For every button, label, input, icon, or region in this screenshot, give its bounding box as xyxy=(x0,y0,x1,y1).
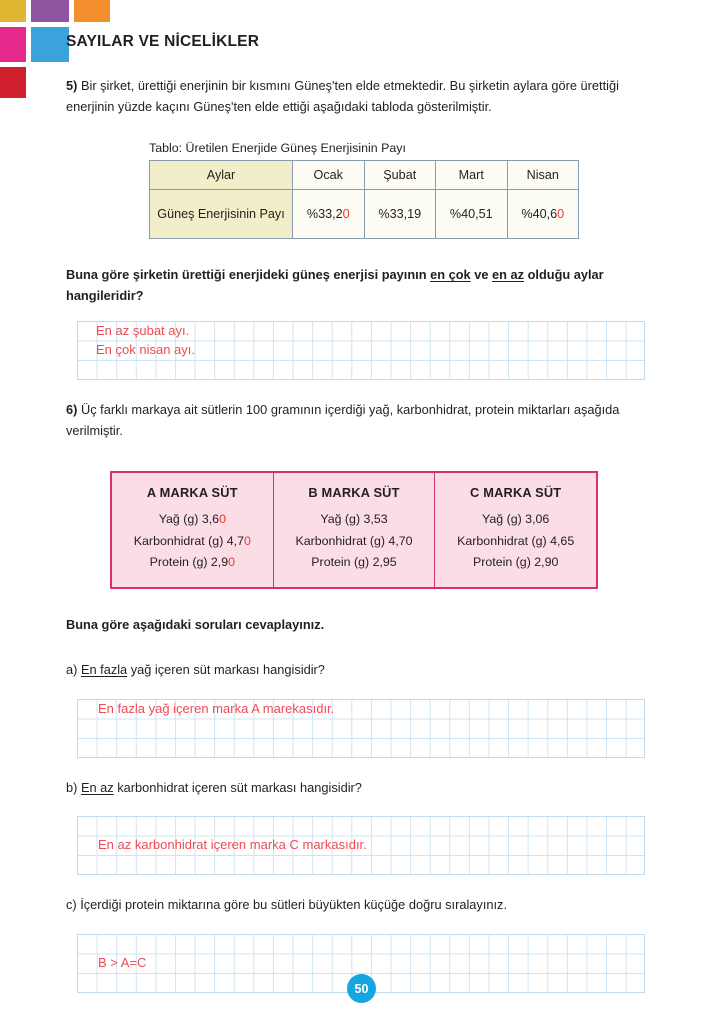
milk-brand-title: C MARKA SÜT xyxy=(470,485,562,501)
prompt-pre: Buna göre şirketin ürettiği enerjideki güneş enerjisi payının xyxy=(66,267,431,283)
table-header-aylar: Aylar xyxy=(150,161,293,190)
milk-fat-line xyxy=(116,509,269,530)
energy-table-wrap xyxy=(149,141,579,239)
color-block-red xyxy=(0,67,26,98)
question-6-number: 6) xyxy=(66,401,78,417)
answer-text-6c: B > A=C xyxy=(98,955,147,971)
table-cell-value-3 xyxy=(507,190,579,239)
question-5-text xyxy=(66,76,662,117)
sub-b-rest: karbonhidrat içeren süt markası hangisidir? xyxy=(113,779,362,795)
value-highlight: 0 xyxy=(342,207,350,222)
color-block-purple xyxy=(31,0,69,22)
milk-protein-label: Protein (g) 2,90 xyxy=(472,554,559,569)
milk-protein-label: Protein (g) 2,9 xyxy=(149,554,229,569)
value-base: %33,2 xyxy=(306,207,343,222)
answer-text-line-2: En çok nisan ayı. xyxy=(96,341,195,357)
milk-fat-line xyxy=(439,509,592,530)
question-6-body: Üç farklı markaya ait sütlerin 100 gramının içerdiği yağ, karbonhidrat, protein miktarları aşağıda verilmiştir. xyxy=(66,401,620,438)
question-5-number: 5) xyxy=(66,78,78,93)
milk-carb-label: Karbonhidrat (g) 4,7 xyxy=(133,533,244,548)
milk-carb-line xyxy=(278,531,431,552)
milk-fat-line xyxy=(278,509,431,530)
prompt-mid: ve xyxy=(470,267,492,283)
question-5-prompt xyxy=(66,265,662,306)
page-title: SAYILAR VE NİCELİKLER xyxy=(66,33,260,50)
table-cell-value-0 xyxy=(293,190,365,239)
milk-fat-label: Yağ (g) 3,06 xyxy=(482,512,550,527)
sub-b-label: b) xyxy=(66,779,81,795)
milk-brand-column-a xyxy=(112,473,273,587)
milk-carb-label: Karbonhidrat (g) 4,65 xyxy=(457,533,575,548)
sub-a-label: a) xyxy=(66,662,81,678)
question-6c-text xyxy=(66,895,662,916)
table-cell-value-2 xyxy=(436,190,508,239)
value-highlight: 0 xyxy=(557,207,565,222)
prompt-underline-en-az: en az xyxy=(492,267,525,283)
answer-grid-question-5[interactable] xyxy=(77,321,645,380)
answer-grid-question-6a[interactable] xyxy=(77,699,645,758)
milk-protein-label: Protein (g) 2,95 xyxy=(311,554,397,569)
table-cell-value-1 xyxy=(364,190,436,239)
milk-carb-line xyxy=(116,531,269,552)
milk-protein-line xyxy=(278,552,431,573)
energy-table xyxy=(149,160,579,239)
sub-b-underline: En az xyxy=(80,779,114,795)
page-number-badge: 50 xyxy=(347,974,376,1003)
table-header-month-3: Nisan xyxy=(507,161,579,190)
question-6b-text xyxy=(66,778,662,799)
table-header-month-1: Şubat xyxy=(364,161,436,190)
milk-carb-label: Karbonhidrat (g) 4,70 xyxy=(295,533,413,548)
milk-carb-line xyxy=(439,531,592,552)
table-header-month-2: Mart xyxy=(436,161,508,190)
question-5-body: Bir şirket, ürettiği enerjinin bir kısmını Güneş'ten elde etmektedir. Bu şirketin aylara göre ürettiği enerjinin yüzde kaçını Güneş'ten elde ettiği aşağıdaki tabloda gösterilmiştir. xyxy=(66,78,619,114)
milk-fat-highlight: 0 xyxy=(219,512,226,527)
milk-carb-highlight: 0 xyxy=(243,533,251,548)
sub-a-underline: En fazla xyxy=(80,662,128,678)
table-header-month-0: Ocak xyxy=(293,161,365,190)
color-block-yellow xyxy=(0,0,26,22)
milk-brand-column-b xyxy=(273,473,435,587)
color-block-magenta xyxy=(0,27,26,62)
color-block-orange xyxy=(74,0,110,22)
answer-text-6b: En az karbonhidrat içeren marka C markasıdır. xyxy=(98,837,367,853)
milk-brand-title: B MARKA SÜT xyxy=(308,485,400,501)
milk-protein-line xyxy=(116,552,269,573)
table-row xyxy=(150,190,579,239)
milk-fat-label: Yağ (g) 3,53 xyxy=(320,512,388,527)
prompt-post: olduğu aylar hangileridir? xyxy=(66,267,604,304)
question-6-instruction: Buna göre aşağıdaki soruları cevaplayınız. xyxy=(66,617,325,633)
milk-protein-line xyxy=(439,552,592,573)
milk-protein-highlight: 0 xyxy=(228,554,236,569)
sub-c-rest: İçerdiği protein miktarına göre bu sütleri büyükten küçüğe doğru sıralayınız. xyxy=(80,897,508,913)
value-base: %33,19 xyxy=(378,207,422,222)
value-base: %40,6 xyxy=(521,207,558,222)
sub-c-label: c) xyxy=(66,897,81,913)
sub-a-rest: yağ içeren süt markası hangisidir? xyxy=(127,662,325,678)
color-block-blue xyxy=(31,27,69,62)
value-base: %40,51 xyxy=(449,207,493,222)
prompt-underline-en-cok: en çok xyxy=(430,267,471,283)
answer-text-6a: En fazla yağ içeren marka A marekasıdır. xyxy=(98,700,335,716)
question-6-text xyxy=(66,400,662,441)
table-row-label: Güneş Enerjisinin Payı xyxy=(150,190,293,239)
table-row xyxy=(150,161,579,190)
energy-table-caption: Tablo: Üretilen Enerjide Güneş Enerjisinin Payı xyxy=(149,141,406,156)
worksheet-content xyxy=(66,76,662,993)
milk-brands-table xyxy=(110,471,598,589)
milk-brand-title: A MARKA SÜT xyxy=(146,485,238,501)
question-6a-text xyxy=(66,660,662,681)
answer-text-line-1: En az şubat ayı. xyxy=(96,322,190,338)
answer-grid-question-6b[interactable] xyxy=(77,816,645,875)
milk-brand-column-c xyxy=(434,473,596,587)
milk-fat-label: Yağ (g) 3,6 xyxy=(158,512,220,527)
